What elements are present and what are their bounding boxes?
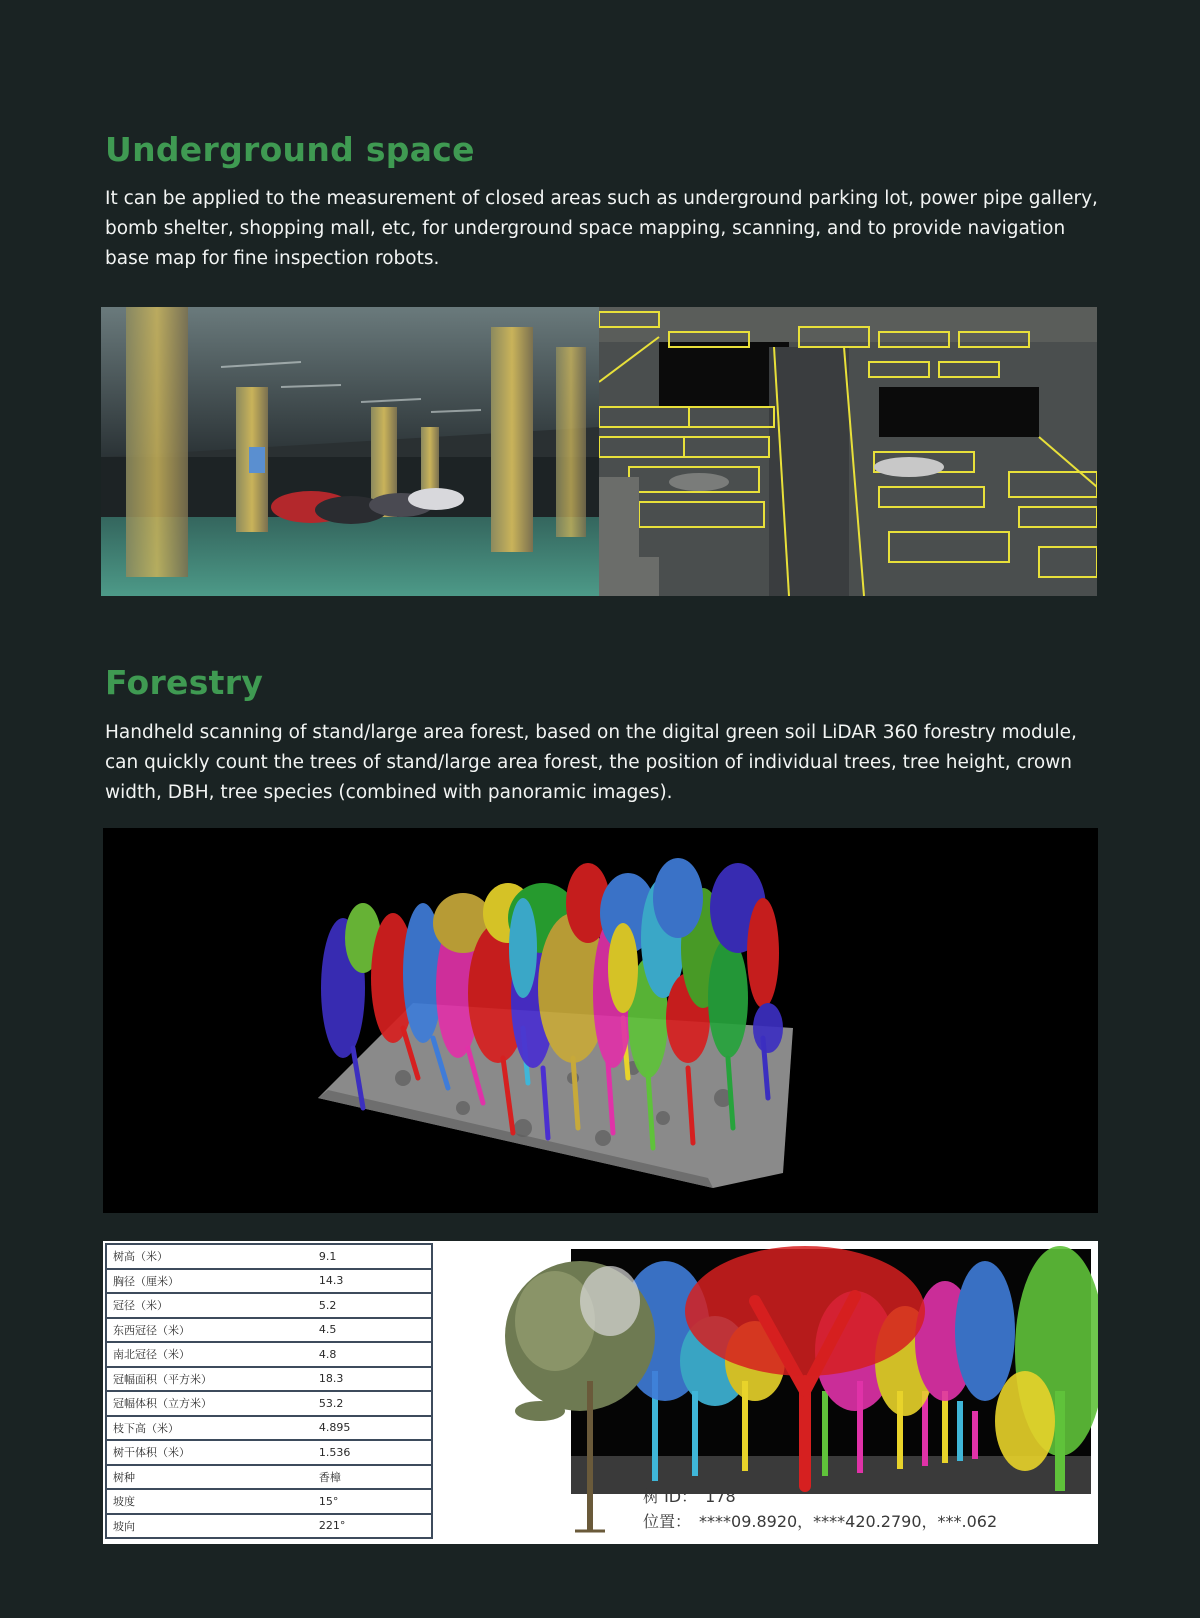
table-cell-param: 坡度 xyxy=(106,1489,313,1514)
table-cell-value: 4.5 xyxy=(313,1318,432,1343)
forestry-section-description: Handheld scanning of stand/large area forest, based on the digital green soil LiDAR 360 forestry module, can quickly count the trees of stand/large area forest, the position of individual trees, tree height, crown width, DBH, tree species (combined with panoramic images). xyxy=(105,722,1077,803)
table-row xyxy=(106,1440,432,1465)
table-cell-value: 1.536 xyxy=(313,1440,432,1465)
table-cell-param: 胸径（厘米） xyxy=(106,1269,313,1294)
table-cell-value: 9.1 xyxy=(318,1249,337,1263)
forestry-section-title: Forestry xyxy=(105,663,264,702)
tree-id-position-caption xyxy=(643,1484,997,1534)
table-cell-value: 221° xyxy=(313,1514,432,1539)
table-cell-param: 南北冠径（米） xyxy=(106,1342,313,1367)
table-cell-value: 香樟 xyxy=(313,1465,432,1490)
table-row xyxy=(106,1514,432,1539)
table-cell-param: 冠幅体积（立方米） xyxy=(106,1391,313,1416)
table-row xyxy=(106,1269,432,1294)
table-row xyxy=(106,1367,432,1392)
tree-id-label: 树 ID： xyxy=(643,1487,698,1506)
underground-scan-images xyxy=(101,307,1097,596)
underground-section-title: Underground space xyxy=(105,130,475,169)
table-row xyxy=(106,1391,432,1416)
table-cell-param: 冠径（米） xyxy=(106,1293,313,1318)
tree-position-row xyxy=(643,1509,997,1534)
forest-pointcloud-image xyxy=(103,828,1098,1213)
underground-section-description: It can be applied to the measurement of closed areas such as underground parking lot, power pipe gallery, bomb shelter, shopping mall, etc, for underground space mapping, scanning, and to provide navigation base map for fine inspection robots. xyxy=(105,188,1098,269)
table-cell-param: 树高（米） xyxy=(113,1250,168,1264)
tree-position-label: 位置： xyxy=(643,1512,692,1531)
table-cell-value: 53.2 xyxy=(313,1391,432,1416)
parking-garage-pointcloud-image xyxy=(101,307,599,596)
tree-attributes-table xyxy=(105,1243,433,1539)
table-cell-param: 东西冠径（米） xyxy=(106,1318,313,1343)
table-row xyxy=(106,1244,432,1269)
table-row xyxy=(106,1342,432,1367)
tree-analysis-panel xyxy=(103,1241,1098,1544)
table-cell-value: 14.3 xyxy=(313,1269,432,1294)
table-cell-param: 树干体积（米） xyxy=(106,1440,313,1465)
table-cell-value: 4.8 xyxy=(313,1342,432,1367)
table-row xyxy=(106,1318,432,1343)
table-cell-value: 4.895 xyxy=(313,1416,432,1441)
table-row xyxy=(106,1293,432,1318)
table-cell-param: 树种 xyxy=(106,1465,313,1490)
parking-topdown-pointcloud-image xyxy=(599,307,1097,596)
table-row xyxy=(106,1489,432,1514)
table-cell-value: 18.3 xyxy=(313,1367,432,1392)
table-cell-param: 坡向 xyxy=(106,1514,313,1539)
table-row xyxy=(106,1416,432,1441)
table-cell-value: 15° xyxy=(313,1489,432,1514)
tree-position-value: ****09.8920，****420.2790，***.062 xyxy=(699,1512,998,1531)
table-cell-value: 5.2 xyxy=(313,1293,432,1318)
table-cell-param: 冠幅面积（平方米） xyxy=(106,1367,313,1392)
tree-id-value: 178 xyxy=(705,1487,736,1506)
table-cell-param: 枝下高（米） xyxy=(106,1416,313,1441)
tree-id-row xyxy=(643,1484,997,1509)
table-row xyxy=(106,1465,432,1490)
